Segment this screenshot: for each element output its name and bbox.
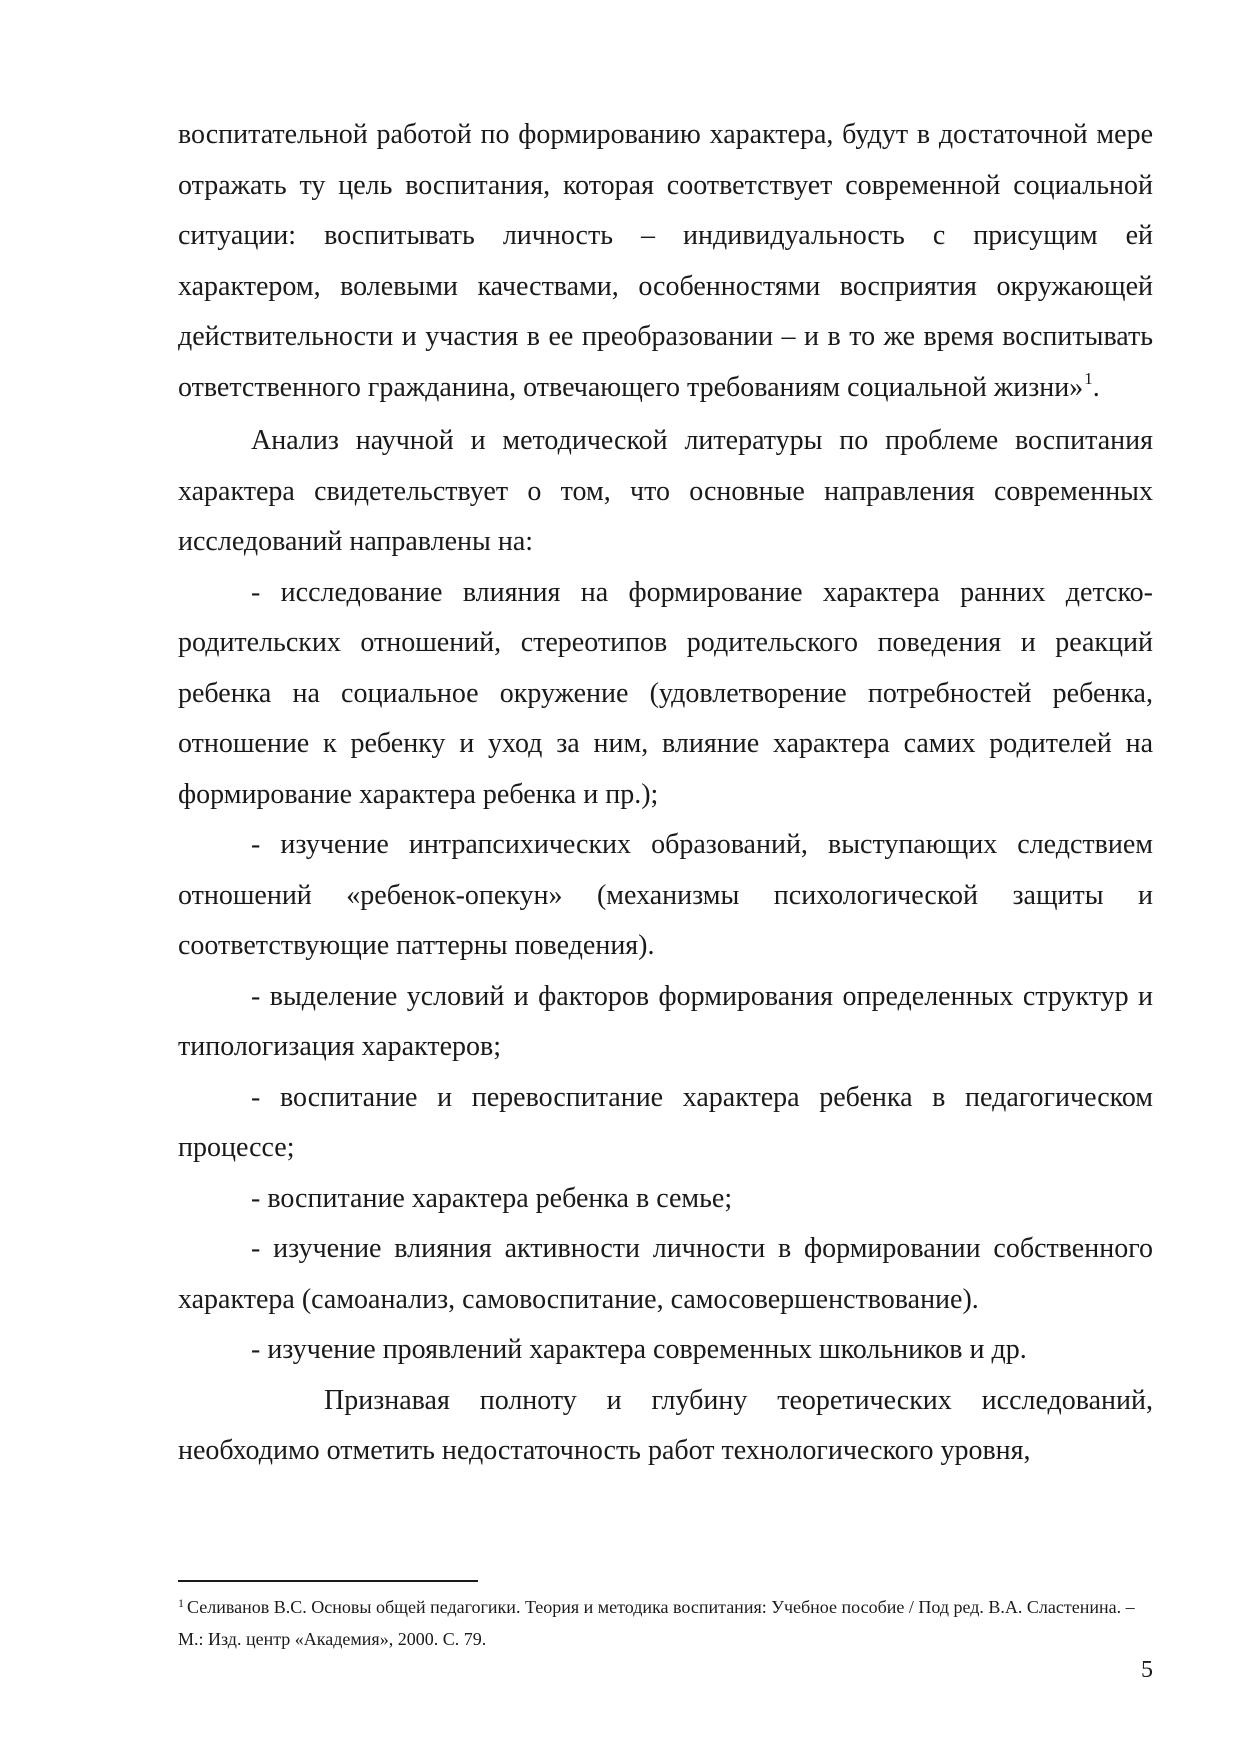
footnote <box>178 1592 1153 1654</box>
footnote-text: Селиванов В.С. Основы общей педагогики. Теория и методика воспитания: Учебное пособие / Под ред. В.А. Сластенина. – М.: Изд. центр «Академия», 2000. С. 79. <box>178 1597 1135 1649</box>
paragraph-continuation <box>178 110 1153 416</box>
list-item-intrapsychic-formations: - изучение интрапсихических образований, выступающих следствием отношений «ребенок-опекун» (механизмы психологической защиты и соответствующие паттерны поведения). <box>178 829 1153 961</box>
list-item-pedagogical-process: - воспитание и перевоспитание характера ребенка в педагогическом процессе; <box>178 1081 1153 1163</box>
main-text <box>178 110 1153 1477</box>
list-item-conditions-factors: - выделение условий и факторов формирования определенных структур и типологизация характеров; <box>178 980 1153 1062</box>
list-item-personal-activity: - изучение влияния активности личности в формировании собственного характера (самоанализ, самовоспитание, самосовершенствование). <box>178 1233 1153 1315</box>
paragraph-text: воспитательной работой по формированию характера, будут в достаточной мере отражать ту цель воспитания, которая соответствует современной социальной ситуации: воспитывать личность – индивидуальность с присущим ей характером, волевыми качествами, особенностями восприятия окружающей действительности и участия в ее преобразовании – и в то же время воспитывать ответственного гражданина, отвечающего требованиям социальной жизни» <box>178 119 1153 403</box>
paragraph-acknowledging: Признавая полноту и глубину теоретических исследований, необходимо отметить недостаточность работ технологического уровня, <box>178 1384 1153 1466</box>
list-item-modern-schoolchildren: - изучение проявлений характера современных школьников и др. <box>251 1334 1027 1365</box>
list-item-parent-child-relations: - исследование влияния на формирование характера ранних детско-родительских отношений, стереотипов родительского поведения и реакций ребенка на социальное окружение (удовлетворение потребностей ребенка, отношение к ребенку и уход за ним, влияние характера самих родителей на формирование характера ребенка и пр.); <box>178 576 1153 810</box>
footnote-reference[interactable]: 1 <box>1084 368 1093 388</box>
footnote-separator <box>178 1580 478 1582</box>
paragraph-analysis: Анализ научной и методической литературы по проблеме воспитания характера свидетельствует о том, что основные направления современных исследований направлены на: <box>178 425 1153 557</box>
paragraph-end-period: . <box>1092 371 1100 403</box>
footnote-number: 1 <box>178 1596 184 1610</box>
page-number: 5 <box>1141 1657 1153 1683</box>
list-item-family-upbringing: - воспитание характера ребенка в семье; <box>251 1182 733 1214</box>
